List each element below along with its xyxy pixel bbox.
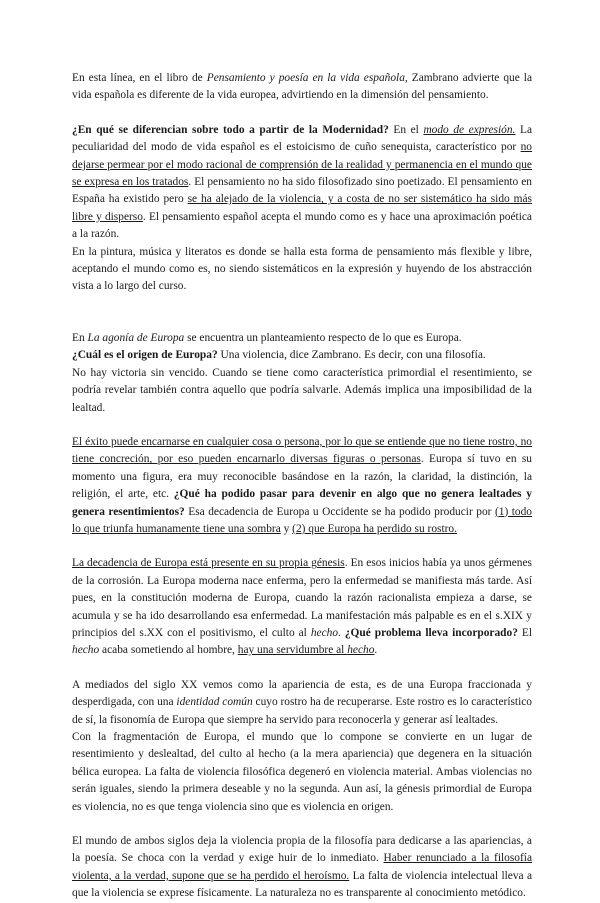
- text-run: El: [517, 626, 532, 639]
- text-run: El mundo de ambos siglos deja la violencia propia de la filosofía para dedicarse a las apariencias, a la poesía. Se choca con la verdad y exige huir de lo inmediato.: [72, 835, 532, 865]
- paragraph-gap: [72, 538, 532, 555]
- bold-question: ¿Cuál es el origen de Europa?: [72, 349, 218, 362]
- text-run: Esa decadencia de Europa u Occidente se ha podido producir por: [184, 505, 495, 518]
- italic-term: hecho: [347, 644, 375, 657]
- text-run: hay una servidumbre al: [237, 644, 348, 657]
- paragraph-success: [72, 434, 532, 538]
- paragraph-modernity: [72, 122, 532, 244]
- paragraph-victory: No hay victoria sin vencido. Cuando se tiene como característica primordial el resentimiento, se podría revelar también contra aquello que podría salvarle. Además implica una imposibilidad de la lealtad.: [72, 366, 532, 414]
- paragraph-mid-century: [72, 677, 532, 729]
- text-run: En el: [388, 123, 424, 136]
- text-run: La peculiaridad del modo de vida español es el estoicismo de cuño senequista, característico por: [72, 123, 532, 154]
- paragraph-gap: [72, 417, 532, 434]
- paragraph-heroism: [72, 833, 532, 903]
- italic-term: hecho: [72, 644, 100, 657]
- underlined-phrase: no dejarse permear por el modo racional de comprensión de la realidad y permanencia en el mundo que se expresa en los tratados: [72, 141, 532, 189]
- bold-question: ¿En qué se diferencian sobre todo a partir de la Modernidad?: [72, 123, 389, 136]
- paragraph-gap: [72, 816, 532, 833]
- paragraph-origin: [72, 347, 532, 364]
- book-title: La agonía de Europa: [87, 331, 185, 344]
- paragraph-zambrano-intro: [72, 70, 532, 105]
- underlined-phrase: La decadencia de Europa está presente en su propia génesis: [72, 557, 345, 570]
- book-title: Pensamiento y poesía en la vida española,: [206, 72, 408, 84]
- text-run: se encuentra un planteamiento respecto de lo que es Europa.: [184, 331, 462, 344]
- bold-question: ¿Qué ha podido pasar para devenir en algo que no genera lealtades y genera resentimientos?: [72, 488, 532, 518]
- text-run: y: [280, 522, 293, 535]
- italic-term: hecho: [310, 626, 339, 639]
- text-run: La falta de violencia intelectual lleva a que la violencia se exprese físicamente. La naturaleza no es transparente al conocimiento metódico.: [72, 869, 532, 900]
- underlined-italic-phrase: modo de expresión.: [423, 123, 516, 136]
- text-run: A mediados del siglo XX vemos como la apariencia de esta, es de una Europa fraccionada y desperdigada, con una: [72, 678, 532, 709]
- text-run: En: [72, 331, 88, 344]
- underlined-phrase: El éxito puede encarnarse en cualquier cosa o persona, por lo que se entiende que no tiene rostro, no tiene concreción, por eso pueden encarnarlo diversas figuras o personas: [72, 435, 532, 466]
- text-run: acaba sometiendo al hombre,: [99, 644, 238, 657]
- bold-question: ¿Qué problema lleva incorporado?: [344, 626, 518, 639]
- text-run: . El pensamiento no ha sido filosofizado sino poetizado. El pensamiento en España ha existido pero: [72, 176, 532, 206]
- text-run: . El pensamiento español acepta el mundo como es y hace una aproximación poética a la razón.: [72, 210, 532, 241]
- paragraph-arts: En la pintura, música y literatos es donde se halla esta forma de pensamiento más flexible y libre, aceptando el mundo como es, no siendo sistemáticos en la expresión y huyendo de los abstracción vista a lo largo del curso.: [72, 245, 532, 293]
- paragraph-gap: [72, 660, 532, 677]
- paragraph-gap: [72, 105, 532, 122]
- underlined-phrase: Haber renunciado a la filosofía violenta, a la verdad, supone que se ha perdido el heroísmo.: [72, 852, 532, 882]
- text-run: Zambrano advierte que la vida española es diferente de la vida europea, advirtiendo en la dimensión del pensamiento.: [72, 72, 533, 102]
- text-run: Una violencia, dice Zambrano. Es decir, con una filosofía.: [217, 349, 486, 362]
- underlined-phrase: (1) todo lo que triunfa humanamente tiene una sombra: [72, 505, 532, 535]
- text-run: cuyo rostro ha de recuperarse. Este rostro es lo característico de sí, la fisonomía de Europa que siempre ha servido para reconocerla y generar así lealtades.: [72, 696, 532, 726]
- underlined-phrase: se ha alejado de la violencia, y a costa de no ser sistemático ha sido más libre y disperso: [72, 193, 532, 223]
- text-run: .: [338, 626, 345, 639]
- underlined-phrase: (2) que Europa ha perdido su rostro.: [292, 522, 457, 535]
- document-body: [72, 70, 532, 903]
- text-run: . Europa sí tuvo en su momento una figura, era muy reconocible basándose en la razón, la claridad, la distinción, la religión, el arte, etc.: [72, 453, 532, 501]
- underlined-phrase: [237, 644, 378, 657]
- paragraph-gap: [72, 296, 532, 330]
- italic-term: identidad común: [176, 696, 253, 709]
- paragraph-agonia: [72, 330, 532, 347]
- text-run: En esta línea, en el libro de: [72, 72, 207, 84]
- paragraph-decadence: [72, 555, 532, 659]
- text-run: . En esos inicios había ya unos gérmenes de la corrosión. La Europa moderna nace enferma, pero la enfermedad se manifiesta más tarde. Así pues, en la constitución moderna de Europa, cuando la razón racionalista empieza a darse, se acumula y se ha ido desarrollando esa enfermedad. La manifestación más palpable es en el s.XIX y principios del s.XX con el positivismo, el culto al: [72, 557, 532, 639]
- text-run: .: [374, 644, 378, 657]
- paragraph-fragmentation: Con la fragmentación de Europa, el mundo que lo compone se convierte en un lugar de resentimiento y deslealtad, del culto al hecho (a la mera apariencia) que degenera en la situación bélica europea. La falta de violencia filosófica degeneró en violencia material. Ambas violencias no serán iguales, siendo la primera deseable y no la segunda. Aun así, la génesis primordial de Europa es violencia, no es que tenga violencia sino que es violencia en origen.: [72, 731, 532, 813]
